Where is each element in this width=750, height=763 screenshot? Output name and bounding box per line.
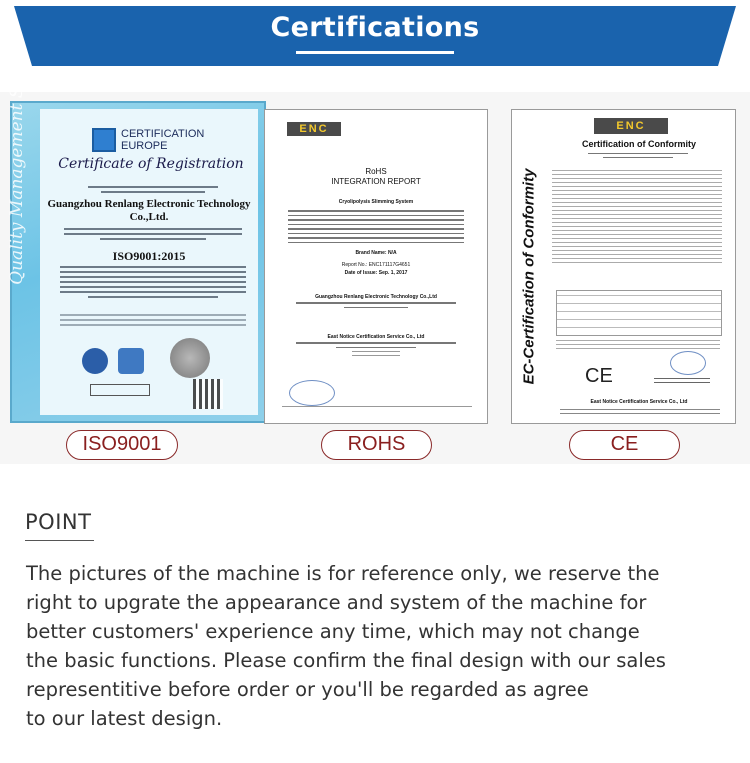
rohs-date: Date of Issue: Sep. 1, 2017	[344, 270, 408, 276]
iso-scope-lines	[60, 266, 246, 301]
rohs-stamp-icon	[289, 380, 335, 406]
iso-validity-lines	[60, 314, 246, 329]
iso-text-lines	[88, 186, 218, 196]
rohs-product: Cryolipolysis Slimming System	[338, 199, 414, 205]
ce-issuer: East Notice Certification Service Co., Ltd	[590, 399, 688, 405]
ce-mark-icon: CE	[585, 365, 613, 387]
iso-validity-boxes	[90, 384, 150, 399]
iso-logo-line1: CERTIFICATION	[121, 128, 205, 140]
point-line: to our latest design.	[26, 707, 223, 730]
iso-side-text: Quality Management System	[7, 35, 27, 285]
ce-enc-logo: ENC	[594, 118, 668, 134]
point-heading: POINT	[25, 510, 92, 534]
rohs-model-lines	[288, 210, 464, 246]
ce-side-text: EC-Certification of Conformity	[520, 168, 538, 385]
rohs-report-no: Report No.: ENC171117G4651	[341, 262, 411, 268]
iso-standard: ISO9001:2015	[112, 249, 186, 263]
point-line: right to upgrate the appearance and system of the machine for	[26, 591, 647, 614]
point-line: The pictures of the machine is for reference only, we reserve the	[26, 562, 660, 585]
ce-footer-lines	[560, 409, 720, 417]
point-underline	[25, 540, 94, 541]
ce-signature-lines	[654, 378, 710, 386]
certification-europe-logo-icon	[92, 128, 116, 152]
iso-logo	[92, 128, 204, 152]
point-line: the basic functions. Please confirm the final design with our sales	[26, 649, 666, 672]
registrar-seal-icon	[170, 338, 210, 378]
ce-detail-lines	[552, 170, 722, 266]
point-line: representitive before order or you'll be regarded as agree	[26, 678, 589, 701]
point-paragraph	[26, 559, 738, 733]
iso-address-lines	[64, 228, 242, 243]
page-title: Certifications	[270, 12, 480, 43]
rohs-footer-line	[282, 406, 472, 410]
rohs-company: Guangzhou Renlang Electronic Technology Co.,Ltd	[315, 294, 437, 300]
rohs-issuer-lines	[296, 342, 456, 359]
iso-company-name: Guangzhou Renlang Electronic Technology Co.,Ltd.	[47, 198, 251, 223]
rohs-issuer: East Notice Certification Service Co., Ltd	[327, 334, 425, 340]
iaf-seal-icon	[82, 348, 108, 374]
qr-code-icon	[193, 379, 223, 409]
ce-note-lines	[556, 340, 720, 352]
rohs-brand: Brand Name: N/A	[355, 250, 397, 256]
rohs-enc-logo: ENC	[287, 122, 341, 136]
ukas-seal-icon	[118, 348, 144, 374]
iso9001-badge: ISO9001	[66, 430, 178, 460]
point-line: better customers' experience any time, which may not change	[26, 620, 640, 643]
rohs-address-lines	[296, 302, 456, 311]
title-underline	[296, 51, 454, 54]
ce-badge: CE	[569, 430, 680, 460]
rohs-title-line2: INTEGRATION REPORT	[331, 177, 421, 186]
ce-subtitle-lines	[588, 153, 688, 161]
iso-logo-line2: EUROPE	[121, 140, 168, 152]
rohs-badge: ROHS	[321, 430, 432, 460]
ce-standards-table	[556, 290, 722, 336]
iso-certificate-title: Certificate of Registration	[58, 156, 244, 172]
ce-certificate-title: Certification of Conformity	[582, 139, 696, 149]
rohs-title-line1: RoHS	[365, 167, 387, 176]
ce-stamp-icon	[670, 351, 706, 375]
